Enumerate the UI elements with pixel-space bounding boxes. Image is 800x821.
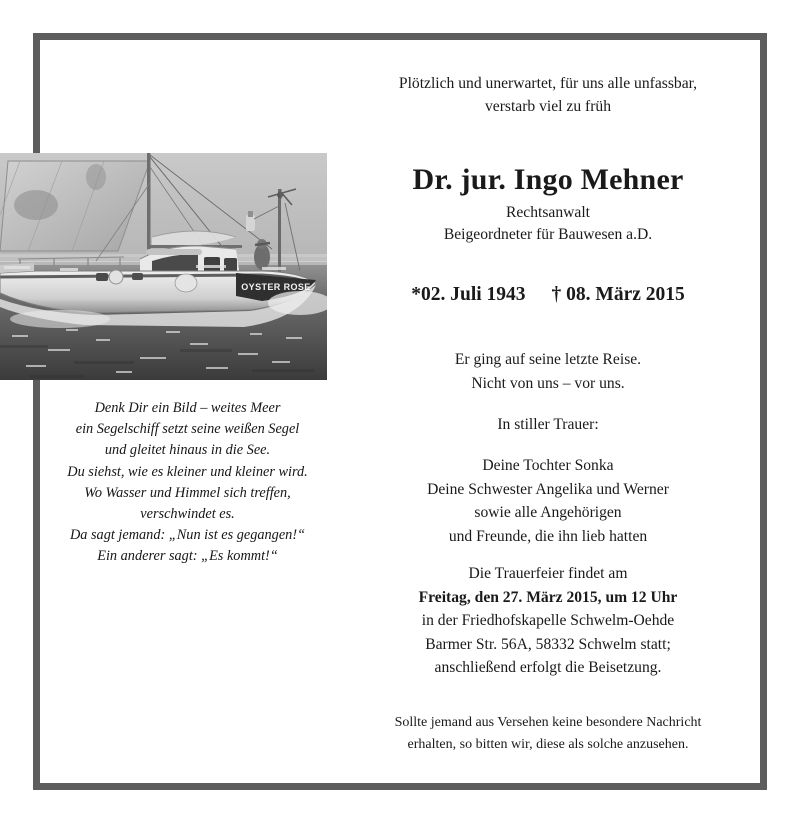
mourner-line: und Freunde, die ihn lieb hatten (448, 527, 648, 545)
farewell-line-2: Nicht von uns – vor uns. (471, 374, 625, 392)
notice-line-2: erhalten, so bitten wir, diese als solche anzusehen. (407, 737, 689, 752)
poem-line: ein Segelschiff setzt seine weißen Segel (75, 421, 300, 438)
intro-text (348, 72, 748, 118)
poem-line: verschwindet es. (140, 506, 235, 523)
profession-line-2: Beigeordneter für Bauwesen a.D. (443, 225, 653, 243)
farewell-line-1: Er ging auf seine letzte Reise. (454, 351, 642, 368)
service-line-5: anschließend erfolgt die Beisetzung. (434, 659, 662, 676)
sailboat-photo-graphic (0, 153, 327, 380)
notice-line-1: Sollte jemand aus Versehen keine besondere Nachricht (394, 715, 702, 730)
boat-name-text: OYSTER ROSE (241, 282, 311, 292)
service-line-1: Die Trauerfeier findet am (468, 565, 628, 582)
service-datetime: Freitag, den 27. März 2015, um 12 Uhr (418, 588, 678, 606)
poem-line: Ein anderer sagt: „Es kommt!“ (97, 548, 278, 565)
mourners-list (348, 454, 748, 548)
birth-date: 02. Juli 1943 (420, 284, 526, 305)
sailboat-photo (0, 153, 327, 380)
life-dates (348, 282, 748, 307)
farewell-text (348, 348, 748, 395)
deceased-name: Dr. jur. Ingo Mehner (412, 163, 684, 196)
poem-line: Denk Dir ein Bild – weites Meer (94, 400, 281, 416)
death-date: 08. März 2015 (566, 284, 685, 305)
mourner-line: Deine Tochter Sonka (482, 457, 614, 474)
funeral-service-details (348, 562, 748, 680)
memorial-poem (40, 398, 335, 568)
poem-line: Du siehst, wie es kleiner und kleiner wird. (67, 463, 308, 480)
deceased-profession (348, 202, 748, 245)
poem-line: Da sagt jemand: „Nun ist es gegangen!“ (69, 527, 306, 544)
closing-notice (338, 712, 758, 756)
birth-symbol: * (411, 284, 421, 305)
profession-line-1: Rechtsanwalt (505, 204, 590, 221)
poem-line: Wo Wasser und Himmel sich treffen, (84, 484, 291, 501)
death-symbol: † (551, 284, 562, 305)
mourner-line: Deine Schwester Angelika und Werner (427, 480, 669, 498)
service-address: Barmer Str. 56A, 58332 Schwelm statt; (425, 635, 671, 653)
memorial-main-column (348, 0, 748, 821)
mourning-label: In stiller Trauer: (497, 416, 599, 433)
intro-line-1: Plötzlich und unerwartet, für uns alle unfassbar, (398, 75, 698, 92)
mourner-line: sowie alle Angehörigen (474, 504, 622, 521)
poem-line: und gleitet hinaus in die See. (104, 442, 271, 459)
intro-line-2: verstarb viel zu früh (485, 98, 611, 115)
service-venue: in der Friedhofskapelle Schwelm-Oehde (421, 612, 675, 629)
